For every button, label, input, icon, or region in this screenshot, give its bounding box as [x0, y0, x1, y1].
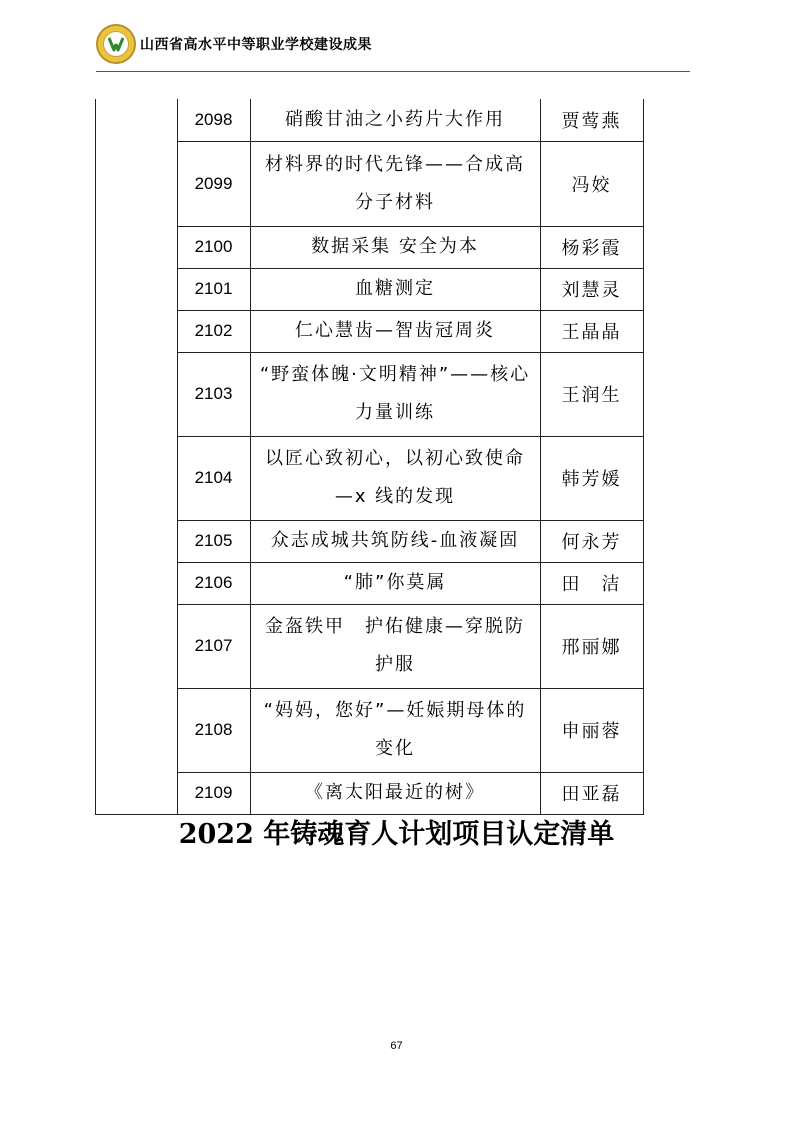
row-title: 硝酸甘油之小药片大作用: [285, 109, 505, 130]
table-row: [95, 520, 643, 562]
row-number: 2101: [194, 279, 233, 298]
project-table: [95, 99, 655, 815]
row-title: “野蛮体魄·文明精神”——核心力量训练: [259, 364, 531, 423]
header-divider: [96, 71, 690, 72]
school-logo-icon: [96, 24, 136, 64]
row-number: 2100: [194, 237, 233, 256]
table-row: [95, 141, 643, 226]
row-title: 《离太阳最近的树》: [305, 782, 485, 803]
row-number: 2103: [194, 384, 233, 403]
row-title: 仁心慧齿—智齿冠周炎: [295, 320, 495, 341]
row-person-name: 王晶晶: [561, 322, 622, 343]
row-person-name: 冯姣: [571, 174, 612, 196]
table-row: [95, 268, 643, 310]
row-person-name: 韩芳媛: [561, 469, 622, 490]
row-person-name: 申丽蓉: [561, 721, 622, 742]
table-border-right: [643, 99, 644, 815]
table-row: [95, 604, 643, 688]
row-person-name: 王润生: [561, 385, 622, 406]
row-person-name: 杨彩霞: [561, 238, 622, 259]
row-title: 众志成城共筑防线-血液凝固: [270, 530, 520, 551]
row-person-name: 何永芳: [561, 532, 622, 553]
row-person-name: 刘慧灵: [561, 280, 622, 301]
row-person-name: 田亚磊: [561, 784, 622, 805]
row-title: “妈妈，您好”—妊娠期母体的变化: [263, 700, 527, 759]
table-row: [95, 772, 643, 814]
row-title: 材料界的时代先锋——合成高分子材料: [265, 153, 525, 213]
header-title: 山西省高水平中等职业学校建设成果: [140, 37, 372, 53]
table-row: [95, 688, 643, 772]
row-number: 2106: [194, 573, 233, 592]
section-title: 2022 年铸魂育人计划项目认定清单: [178, 819, 615, 850]
row-title: 以匠心致初心，以初心致使命—x 线的发现: [265, 448, 525, 507]
row-number: 2098: [194, 110, 233, 129]
page-number: 67: [390, 1040, 403, 1052]
row-title: “肺”你莫属: [343, 572, 447, 593]
row-title: 数据采集 安全为本: [311, 236, 479, 257]
table-row: [95, 310, 643, 352]
table-row: [95, 562, 643, 604]
row-person-name: 贾莺燕: [561, 111, 622, 132]
row-number: 2099: [194, 173, 233, 193]
row-number: 2102: [194, 321, 233, 340]
table-row: [95, 436, 643, 520]
row-number: 2104: [194, 468, 233, 487]
row-title: 金盔铁甲 护佑健康—穿脱防护服: [265, 616, 525, 675]
table-row: [95, 352, 643, 436]
page-header: [0, 0, 793, 80]
row-person-name: 邢丽娜: [561, 637, 622, 658]
row-title: 血糖测定: [355, 278, 435, 299]
row-number: 2109: [194, 783, 233, 802]
row-number: 2105: [194, 531, 233, 550]
table-row: [95, 226, 643, 268]
row-number: 2108: [194, 720, 233, 739]
table-row: [95, 99, 643, 141]
row-number: 2107: [194, 636, 233, 655]
row-person-name: 田 洁: [561, 574, 622, 595]
